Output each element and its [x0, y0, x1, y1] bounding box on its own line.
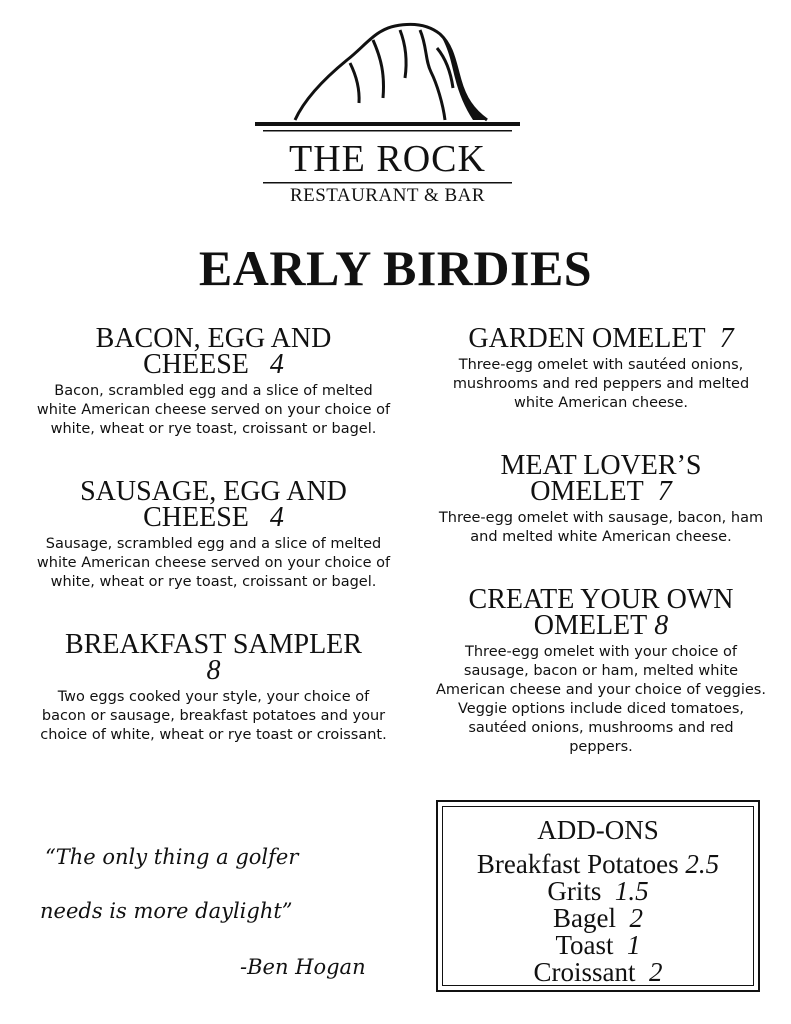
- addon-name: Croissant: [533, 957, 636, 987]
- addon-item: [443, 905, 753, 932]
- item-description: Three-egg omelet with sausage, bacon, ham and melted white American cheese.: [438, 510, 764, 545]
- menu-column-left: [36, 323, 391, 745]
- menu-item: [36, 629, 391, 745]
- item-description: Three-egg omelet with sautéed onions, mushrooms and red peppers and melted white American cheese.: [452, 357, 750, 411]
- item-title: CREATE YOUR OWN OMELET: [468, 584, 734, 641]
- addon-item: [443, 932, 753, 959]
- menu-item: [436, 584, 766, 757]
- item-price: 7: [719, 323, 734, 354]
- item-name: [436, 584, 766, 641]
- item-description: Bacon, scrambled egg and a slice of melted white American cheese served on your choice of white, wheat or rye toast, croissant or bagel.: [36, 383, 391, 437]
- addon-price: 2: [629, 903, 643, 933]
- addon-name: Breakfast Potatoes: [476, 849, 679, 879]
- menu-item: [436, 323, 766, 413]
- addon-name: Grits: [547, 876, 602, 906]
- addons-title: ADD-ONS: [537, 815, 659, 845]
- item-name: [36, 629, 391, 686]
- item-description: Sausage, scrambled egg and a slice of melted white American cheese served on your choice of white, wheat or rye toast, croissant or bagel.: [36, 536, 391, 590]
- logo-subtitle: RESTAURANT & BAR: [289, 185, 486, 206]
- addons-box: [436, 800, 760, 992]
- addon-price: 2.5: [685, 849, 720, 879]
- menu-item: [436, 450, 766, 547]
- addon-item: [443, 851, 753, 878]
- item-price: 8: [654, 610, 669, 641]
- item-description: Two eggs cooked your style, your choice of bacon or sausage, breakfast potatoes and your choice of white, wheat or rye toast or croissant.: [40, 689, 387, 743]
- menu-item: [36, 476, 391, 592]
- menu-column-right: [436, 323, 766, 757]
- addon-price: 1: [627, 930, 641, 960]
- page-title: EARLY BIRDIES: [198, 240, 593, 296]
- item-description: Three-egg omelet with your choice of sausage, bacon or ham, melted white American cheese and your choice of veggies. Veggie options include diced tomatoes, sautéed onions, mushrooms and red peppers.: [436, 644, 766, 755]
- addon-name: Bagel: [553, 903, 616, 933]
- item-price: 4: [269, 349, 284, 380]
- item-name: [36, 323, 391, 380]
- item-title: BREAKFAST SAMPLER: [65, 629, 362, 660]
- quote-author: -Ben Hogan: [240, 955, 366, 979]
- item-title: BACON, EGG AND CHEESE: [95, 323, 332, 380]
- item-title: GARDEN OMELET: [468, 323, 706, 354]
- item-price: 7: [657, 476, 672, 507]
- restaurant-logo: [255, 8, 520, 213]
- item-title: MEAT LOVER’S OMELET: [500, 450, 702, 507]
- quote-line: “The only thing a golfer: [45, 845, 299, 869]
- addon-name: Toast: [555, 930, 614, 960]
- quote-line: needs is more daylight”: [40, 899, 293, 923]
- item-name: [436, 323, 766, 354]
- addons-frame: [442, 806, 754, 986]
- item-name: [436, 450, 766, 507]
- item-title: SAUSAGE, EGG AND CHEESE: [80, 476, 347, 533]
- addon-item: [443, 878, 753, 905]
- addon-price: 2: [649, 957, 663, 987]
- item-price: 8: [206, 655, 221, 686]
- item-price: 4: [269, 502, 284, 533]
- addon-item: [443, 959, 753, 986]
- item-name: [36, 476, 391, 533]
- rock-mountain-icon: [255, 8, 520, 138]
- logo-name: THE ROCK: [289, 138, 486, 180]
- menu-item: [36, 323, 391, 439]
- addon-price: 1.5: [614, 876, 649, 906]
